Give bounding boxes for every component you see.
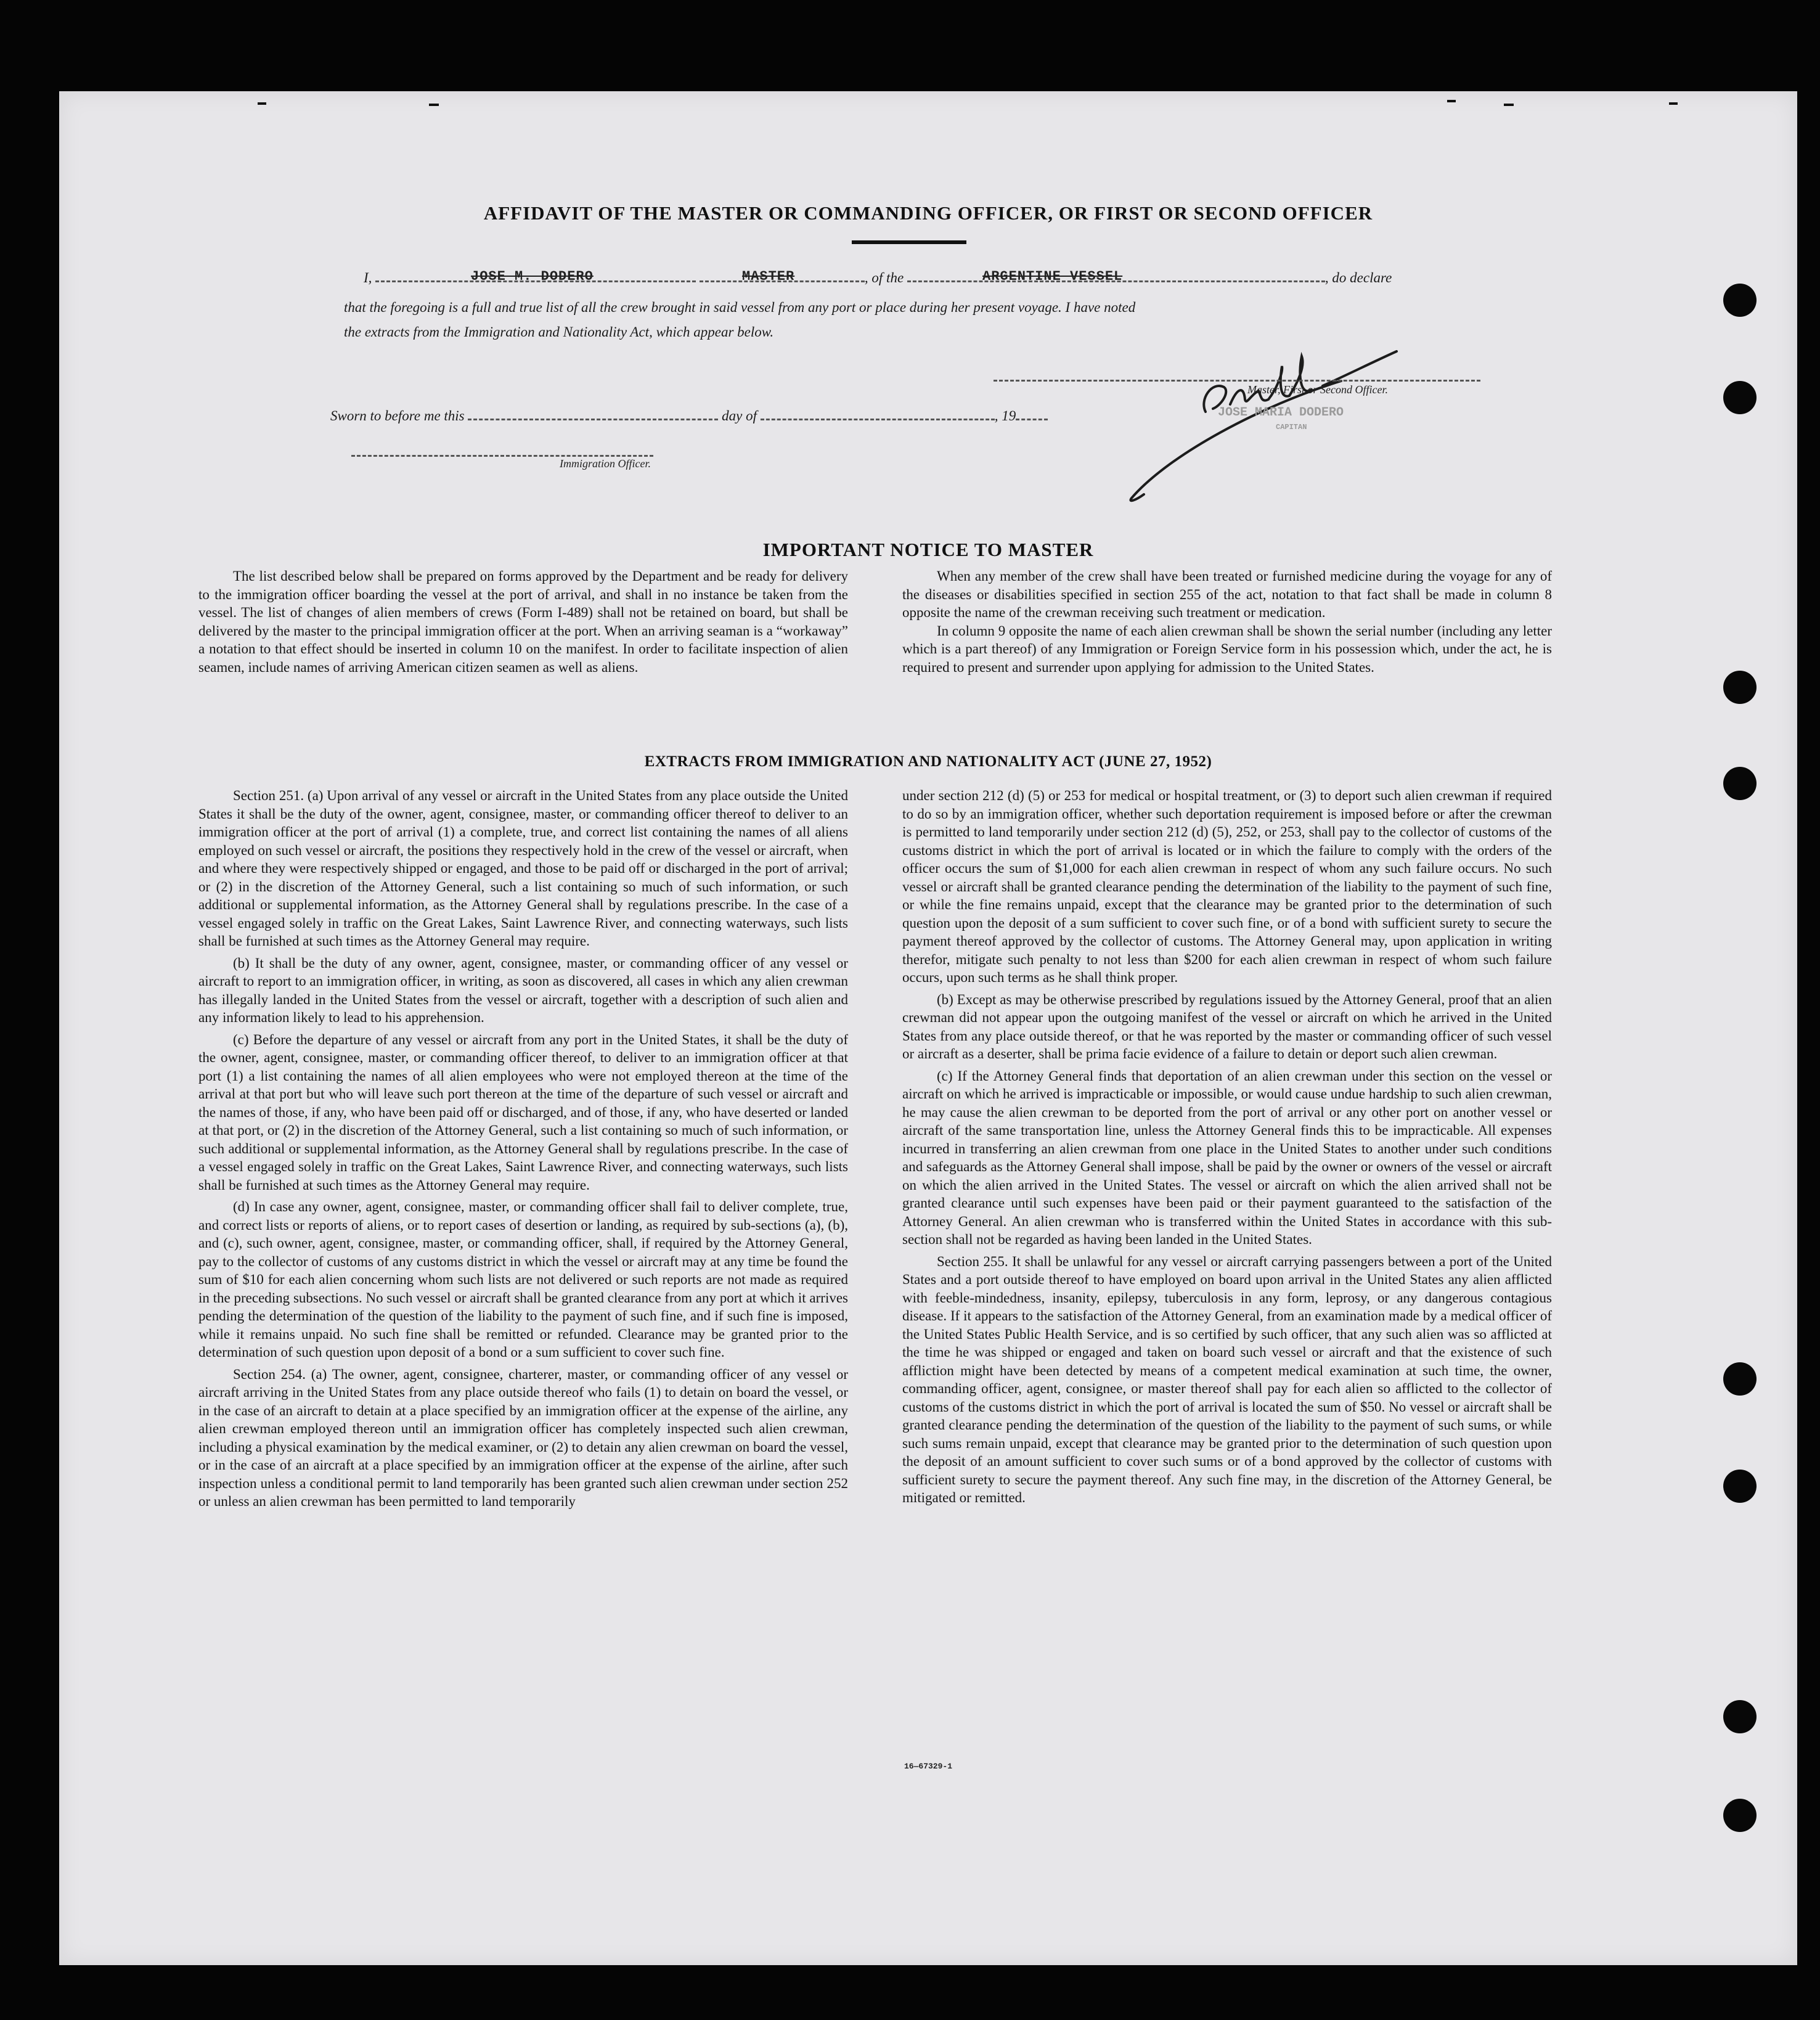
- form-number: 16—67329-1: [904, 1762, 952, 1771]
- rank-typed: MASTER: [742, 269, 795, 284]
- notice-right-paragraph-2: In column 9 opposite the name of each alien crewman shall be shown the serial number (including any letter which is a part thereof) of any Immigration or Foreign Service form in his possession which, under the act, he is required to present and surrender upon applying for admission to the United States.: [902, 623, 1552, 675]
- punch-hole: [1723, 381, 1757, 414]
- sworn-year-field-line: [1016, 409, 1048, 420]
- section-251-a: Section 251. (a) Upon arrival of any vessel or aircraft in the United States from any place outside the United States it shall be the duty of the owner, agent, consignee, master, or commanding officer thereof to deliver to an immigration officer at the port of arrival (1) a complete, true, and correct list containing the names of all aliens employed on such vessel or aircraft, the positions they respectively hold in the crew of the vessel or aircraft, when and where they were respectively shipped or engaged, and those to be paid off or discharged in the port of arrival; or (2) in the discretion of the Attorney General, such a list containing so much of such information, or such additional or supplemental information, as the Attorney General shall by regulations prescribe. In the case of a vessel engaged solely in traffic on the Great Lakes, Saint Lawrence River, and connecting waterways, such lists shall be furnished at such times as the Attorney General may require.: [198, 788, 848, 949]
- section-254-a-continued: under section 212 (d) (5) or 253 for medical or hospital treatment, or (3) to deport such alien crewman if required to do so by an immigration officer, whether such deportation requirement is imposed before or after the crewman is permitted to land temporarily under section 212 (d) (5), 252, or 253, shall pay to the collector of customs of the customs district in which the port of arrival is located or in which the failure to comply with the orders of the officer occurs the sum of $1,000 for each alien crewman in respect of whom any such failure occurs. No such vessel or aircraft shall be granted clearance pending the determination of the liability to the payment of such fine, or while the fine remains unpaid, except that the clearance may be granted prior to the determination of such question upon the deposit of a sum sufficient to cover such fine, or of a bond with sufficient surety to secure the payment thereof approved by the collector of customs. The Attorney General may, upon application in writing therefor, mitigate such penalty to not less than $200 for each alien crewman in respect of whom such failure occurs, upon such terms as he shall think proper.: [902, 788, 1552, 985]
- scan-speck: [258, 102, 266, 105]
- notice-right-column: [902, 567, 1552, 676]
- stamp-name: JOSE MARIA DODERO: [1218, 406, 1344, 420]
- line1-prefix: I,: [364, 270, 372, 285]
- punch-hole: [1723, 284, 1757, 317]
- notice-right-paragraph-1: When any member of the crew shall have been treated or furnished medicine during the voyage for any of the diseases or disabilities specified in section 255 of the act, notation to that fact shall be made in column 8 opposite the name of the crewman receiving such treatment or medication.: [902, 568, 1552, 620]
- sworn-prefix: Sworn to before me this: [330, 408, 465, 423]
- sworn-line: [330, 408, 1048, 424]
- section-254-c: (c) If the Attorney General finds that deportation of an alien crewman under this section on the vessel or aircraft on which he arrived is impracticable or impossible, or would cause undue hardship to such alien crewman, he may cause the alien crewman to be deported from the port of arrival or any other port on another vessel or aircraft of the same transportation line, unless the Attorney General finds this to be impracticable. All expenses incurred in transferring an alien crewman from one place in the United States to another under such conditions and safeguards as the Attorney General shall impose, shall be paid by the owner or owners of the vessel or aircraft on which the alien arrived in the United States. The vessel or aircraft on which the alien arrived shall not be granted clearance until such expenses have been paid or their payment guaranteed to the satisfaction of the Attorney General. An alien crewman who is transferred within the United States in accordance with this sub-section shall not be regarded as having been landed in the United States.: [902, 1068, 1552, 1247]
- affidavit-line-3: the extracts from the Immigration and Nationality Act, which appear below.: [344, 324, 774, 340]
- signature-line: [994, 370, 1480, 382]
- extracts-left-column: [198, 787, 848, 1515]
- sworn-day-field-line: [468, 409, 718, 420]
- scan-speck: [1447, 100, 1456, 102]
- section-254-b: (b) Except as may be otherwise prescribed by regulations issued by the Attorney General, proof that an alien crewman did not appear upon the outgoing manifest of the vessel or aircraft on which he arrived in the United States from any place outside thereof, or that he was reported by the master or commanding officer of such vessel or aircraft as a deserter, shall be prima facie evidence of a failure to detain or deport such alien crewman.: [902, 991, 1552, 1061]
- stamp-title: CAPITAN: [1276, 423, 1307, 431]
- master-name-typed: JOSE M. DODERO: [471, 269, 594, 284]
- declare-text: , do declare: [1324, 270, 1392, 285]
- affidavit-line-2: that the foregoing is a full and true list of all the crew brought in said vessel from any port or place during her present voyage. I have noted: [344, 300, 1136, 315]
- title-rule: [852, 240, 966, 244]
- notice-title: IMPORTANT NOTICE TO MASTER: [762, 539, 1094, 560]
- punch-hole: [1723, 1700, 1757, 1733]
- section-254-a: Section 254. (a) The owner, agent, consignee, charterer, master, or commanding officer of any vessel or aircraft arriving in the United States from any place outside thereof who fails (1) to detain on board the vessel, or in the case of an aircraft to detain at a place specified by an immigration officer at the expense of the airline, any alien crewman employed thereon until an immigration officer has completely inspected such alien crewman, including a physical examination by the medical examiner, or (2) to detain any alien crewman on board the vessel, or in the case of an aircraft at a place specified by an immigration officer at the expense of the airline, after such inspection unless a conditional permit to land temporarily has been granted such alien crewman under section 252 or unless an alien crewman has been permitted to land temporarily: [198, 1366, 848, 1509]
- notice-left-column: [198, 567, 848, 676]
- notice-left-paragraph: The list described below shall be prepared on forms approved by the Department and be ready for delivery to the immigration officer boarding the vessel at the port of arrival, and shall in no instance be taken from the vessel. The list of changes of alien members of crews (Form I-489) shall not be retained on board, but shall be delivered by the master to the principal immigration officer at the port. When an arriving seaman is a “workaway” a notation to that effect should be inserted in column 10 on the manifest. In order to facilitate inspection of alien seamen, include names of arriving American citizen seamen as well as aliens.: [198, 568, 848, 675]
- section-251-d: (d) In case any owner, agent, consignee, master, or commanding officer shall fail to deliver complete, true, and correct lists or reports of aliens, or to report cases of desertion or landing, as required by sub-sections (a), (b), and (c), such owner, agent, consignee, master, or commanding officer, shall, if required by the Attorney General, pay to the collector of customs of any customs district in which the vessel or aircraft may at any time be found the sum of $10 for each alien concerning whom such lists are not delivered or such reports are not made as required in the preceding subsections. No such vessel or aircraft shall be granted clearance from any port at which it arrives pending the determination of the question of the liability to the payment of such fine, and if such fine is imposed, while it remains unpaid. No such fine shall be remitted or refunded. Clearance may be granted prior to the determination of such question upon deposit of a bond or a sum sufficient to cover such fine.: [198, 1199, 848, 1360]
- signature-caption: Master, First or Second Officer.: [1247, 383, 1388, 396]
- section-255: Section 255. It shall be unlawful for any vessel or aircraft carrying passengers between a port of the United States and a port outside thereof to have employed on board upon arrival in the United States any alien afflicted with feeble-mindedness, insanity, epilepsy, tuberculosis in any form, leprosy, or any dangerous contagious disease. If it appears to the satisfaction of the Attorney General, from an examination made by a medical officer of the United States Public Health Service, and is so certified by such officer, that any such alien was so afflicted at the time he was shipped or engaged and taken on board such vessel or aircraft and that the existence of such affliction might have been detected by means of a competent medical examination at such time, the owner, commanding officer, agent, consignee, or master thereof shall pay for each alien so afflicted to the collector of customs of the customs district in which the port of arrival is located the sum of $50. No vessel or aircraft shall be granted clearance pending the determination of the question of the liability to the payment of such sums, or while such sums remain unpaid, except that clearance may be granted prior to the determination of such question upon the deposit of an amount sufficient to cover such sums or of a bond approved by the collector of customs with sufficient surety to secure the payment thereof. Any such fine may, in the discretion of the Attorney General, be mitigated or remitted.: [902, 1253, 1552, 1505]
- day-of-text: day of: [722, 408, 757, 423]
- of-the-text: , of the: [864, 270, 904, 285]
- section-251-c: (c) Before the departure of any vessel or aircraft from any port in the United States, it shall be the duty of the owner, agent, consignee, master, or commanding officer thereof, to deliver to an immigration officer at that port (1) a list containing the names of all alien employees who were not employed thereon at the time of the arrival at that port but who will leave such port thereon at the time of the departure of such vessel or aircraft and the names of those, if any, who have been paid off or discharged, and of those, if any, who have deserted or landed at that port, or (2) in the discretion of the Attorney General, such a list containing so much of such information, or such additional or supplemental information, as the Attorney General shall by regulations prescribe. In the case of a vessel engaged solely in traffic on the Great Lakes, Saint Lawrence River, and connecting waterways, such lists shall be furnished at such times as the Attorney General may require.: [198, 1031, 848, 1193]
- year-prefix: , 19: [994, 408, 1016, 423]
- vessel-typed: ARGENTINE VESSEL: [982, 269, 1123, 284]
- scan-speck: [1504, 104, 1514, 106]
- officer-signature-line: [351, 445, 653, 457]
- section-251-b: (b) It shall be the duty of any owner, agent, consignee, master, or commanding officer of any vessel or aircraft to report to an immigration officer, in writing, as soon as discovered, all cases in which any alien crewman has illegally landed in the United States from the vessel or aircraft, together with a description of such alien and any information likely to lead to his apprehension.: [198, 955, 848, 1025]
- punch-hole: [1723, 767, 1757, 800]
- extracts-right-column: [902, 787, 1552, 1511]
- officer-caption: Immigration Officer.: [560, 457, 651, 470]
- document-page: [59, 91, 1797, 1965]
- punch-hole: [1723, 1362, 1757, 1396]
- extracts-title: EXTRACTS FROM IMMIGRATION AND NATIONALITY ACT (JUNE 27, 1952): [644, 753, 1212, 770]
- scan-speck: [429, 104, 439, 106]
- affidavit-title: AFFIDAVIT OF THE MASTER OR COMMANDING OFFICER, OR FIRST OR SECOND OFFICER: [483, 202, 1373, 224]
- punch-hole: [1723, 1799, 1757, 1832]
- sworn-month-field-line: [761, 409, 995, 420]
- scan-speck: [1669, 102, 1678, 105]
- punch-hole: [1723, 671, 1757, 704]
- punch-hole: [1723, 1470, 1757, 1503]
